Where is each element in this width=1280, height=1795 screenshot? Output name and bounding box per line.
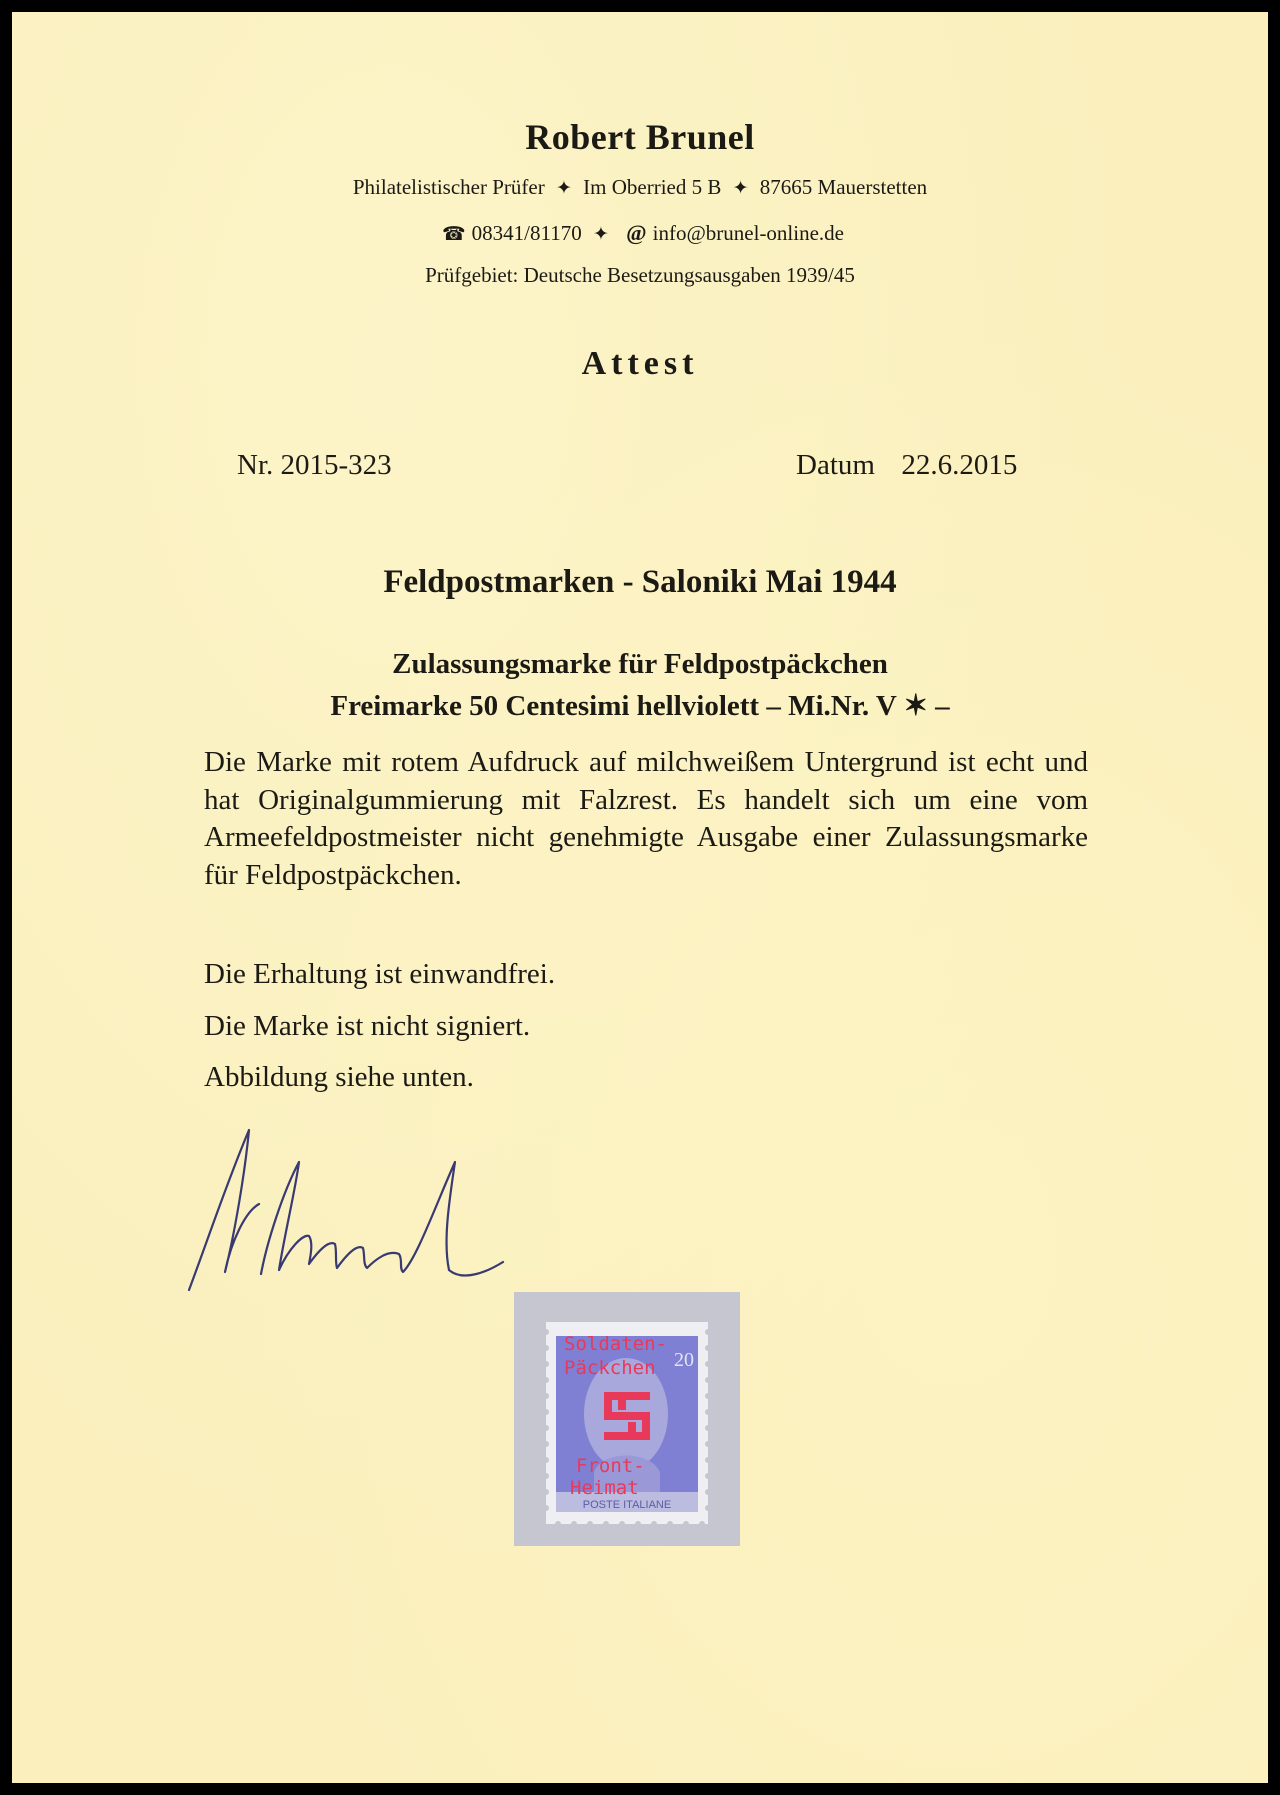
paragraph-authenticity: Die Marke mit rotem Aufdruck auf milchweißem Untergrund ist echt und hat Originalgummierung mit Falzrest. Es handelt sich um eine vom Armeefeldpostmeister nicht genehmigte Ausgabe einer Zulassungsmarke für Feldpostpäckchen.	[204, 746, 1088, 891]
certificate-number: Nr. 2015-323	[237, 449, 392, 481]
document-title: Attest	[581, 345, 699, 382]
examiner-email: info@brunel-online.de	[652, 221, 844, 245]
paragraph-condition: Die Erhaltung ist einwandfrei.	[204, 958, 556, 990]
examiner-address	[12, 175, 1268, 200]
telephone-icon: ☎	[442, 224, 466, 245]
examiner-city: 87665 Mauerstetten	[759, 175, 928, 199]
item-description-1: Zulassungsmarke für Feldpostpäckchen	[392, 648, 888, 680]
handwritten-signature	[187, 1122, 597, 1302]
subject-heading: Feldpostmarken - Saloniki Mai 1944	[383, 564, 897, 600]
stamp-footer: POSTE ITALIANE	[582, 1499, 672, 1511]
stamp-value: 20	[674, 1349, 694, 1371]
overprint-paeckchen: Päckchen	[564, 1357, 656, 1379]
overprint-front: Front-	[576, 1455, 645, 1477]
star-icon: ✦	[555, 178, 572, 199]
star-icon: ✦	[592, 224, 609, 245]
paragraph-illustration-note: Abbildung siehe unten.	[204, 1061, 474, 1093]
overprint-heimat: Heimat	[570, 1477, 639, 1499]
overprint-soldaten: Soldaten-	[564, 1333, 667, 1355]
paragraph-signature-note: Die Marke ist nicht signiert.	[204, 1010, 531, 1042]
examiner-field: Prüfgebiet: Deutsche Besetzungsausgaben 1939/45	[425, 263, 855, 287]
examiner-name: Robert Brunel	[525, 117, 755, 157]
stamp-image	[546, 1322, 708, 1524]
certificate-sheet	[12, 12, 1268, 1783]
item-description-2: Freimarke 50 Centesimi hellviolett – Mi.Nr. V ✶ –	[330, 690, 950, 722]
star-icon: ✦	[732, 178, 749, 199]
certificate-date: Datum 22.6.2015	[796, 449, 1018, 481]
examiner-contact	[12, 220, 1268, 246]
overprint-emblem	[604, 1392, 650, 1440]
examiner-title: Philatelistischer Prüfer	[352, 175, 545, 199]
examiner-street: Im Oberried 5 B	[583, 175, 722, 199]
examiner-phone: 08341/81170	[471, 221, 582, 245]
at-icon: @	[626, 220, 647, 245]
